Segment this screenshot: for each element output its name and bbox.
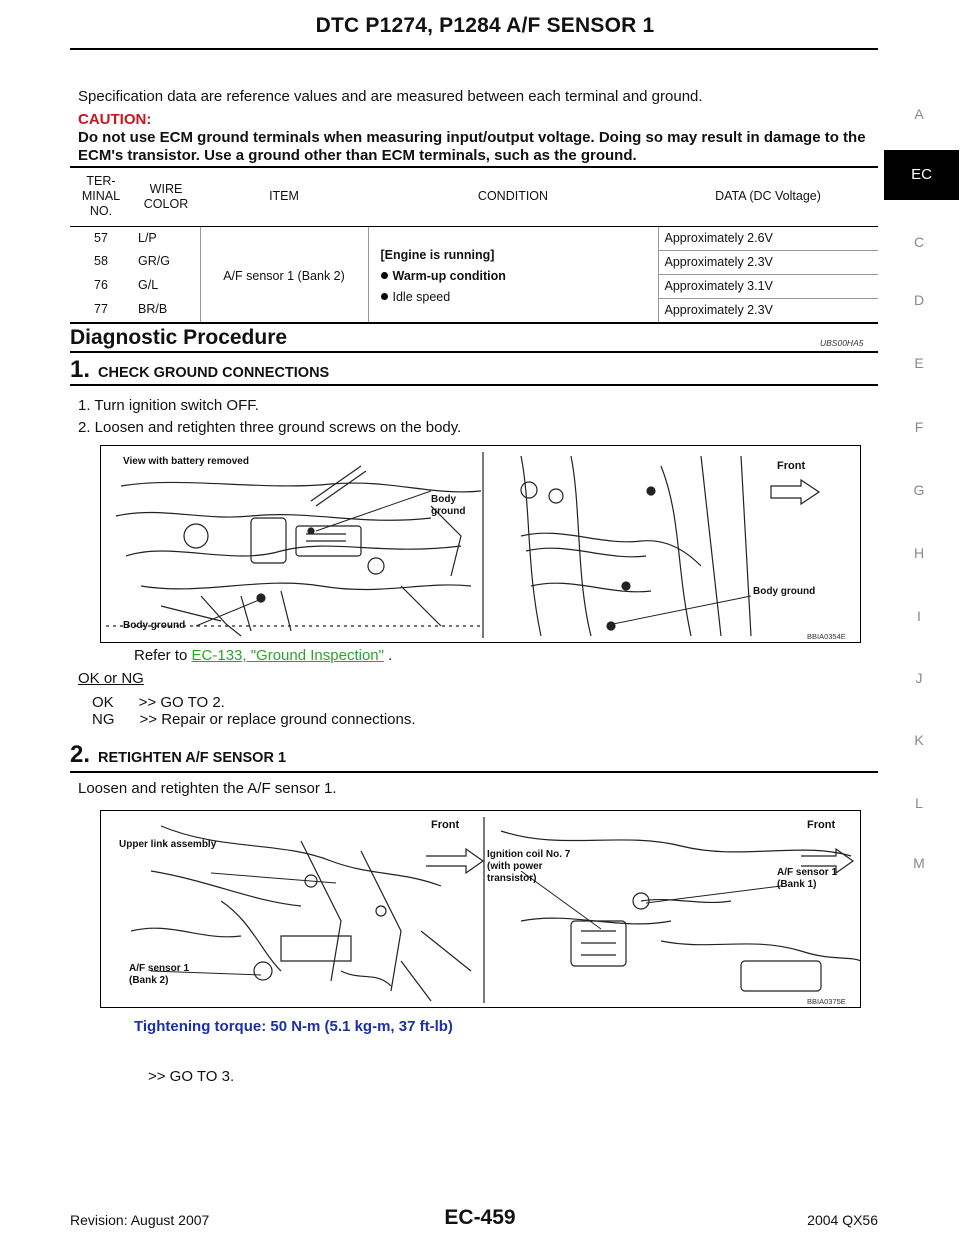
cell-wire: L/P	[138, 230, 157, 245]
step-title: CHECK GROUND CONNECTIONS	[98, 365, 330, 381]
condition-bullet-1: Warm-up condition	[381, 266, 652, 287]
cell-data: Approximately 2.6V	[658, 226, 878, 250]
side-index-g[interactable]: G	[913, 482, 925, 498]
spec-note: Specification data are reference values and are measured between each terminal and ground.	[78, 88, 703, 105]
refer-line: Refer to EC-133, "Ground Inspection" .	[134, 647, 393, 664]
condition-title: [Engine is running]	[380, 247, 495, 262]
figure-code: BBIA0354E	[807, 632, 846, 641]
step-title: RETIGHTEN A/F SENSOR 1	[98, 750, 287, 766]
cell-terminal: 76	[94, 278, 108, 292]
condition-bullet-2: Idle speed	[381, 287, 652, 308]
step-number: 1	[70, 356, 84, 383]
step-2-line-1: Loosen and retighten the A/F sensor 1.	[78, 780, 337, 797]
ng-branch: NG >> Repair or replace ground connections.	[92, 711, 416, 728]
step-1-heading: 1 . CHECK GROUND CONNECTIONS	[70, 356, 330, 383]
section-rule	[70, 351, 878, 353]
label-front: Front	[777, 460, 806, 472]
cell-wire: GR/G	[138, 254, 170, 268]
section-code: UBS00HA5	[820, 338, 864, 348]
col-header-condition: CONDITION	[368, 168, 658, 226]
side-index-i[interactable]: I	[917, 608, 921, 624]
ok-ng-label: OK or NG	[78, 670, 144, 687]
footer-page-number: EC-459	[444, 1206, 516, 1229]
step-1-line-2: 2. Loosen and retighten three ground screws on the body.	[78, 419, 462, 436]
label-front: Front	[431, 819, 460, 831]
cell-terminal: 58	[94, 254, 108, 268]
caution-text: Do not use ECM ground terminals when measuring input/output voltage. Doing so may result in damage to the ECM's transistor. Use a ground other than ECM terminals, such as the ground.	[78, 129, 866, 164]
side-index-h[interactable]: H	[913, 545, 925, 561]
side-index-c[interactable]: C	[913, 234, 925, 250]
label-body-ground: Body ground	[753, 586, 816, 597]
step-2-heading: 2 . RETIGHTEN A/F SENSOR 1	[70, 741, 287, 768]
side-index-m[interactable]: M	[913, 855, 925, 871]
side-index-f[interactable]: F	[914, 419, 924, 435]
tightening-torque: Tightening torque: 50 N-m (5.1 kg-m, 37 ft-lb)	[134, 1018, 453, 1035]
side-index-j[interactable]: J	[915, 670, 923, 686]
page-header	[0, 14, 960, 38]
label-body-ground: Body ground	[123, 620, 186, 631]
label-front: Front	[807, 819, 836, 831]
figure-code: BBIA0375E	[807, 997, 846, 1006]
caution-label: CAUTION:	[78, 111, 152, 128]
ground-screws-illustration	[101, 446, 861, 643]
cell-item: A/F sensor 1 (Bank 2)	[200, 226, 368, 322]
label-af-sensor-bank-2: A/F sensor 1 (Bank 2)	[129, 963, 190, 986]
ground-screws-figure	[100, 445, 861, 643]
cell-data: Approximately 2.3V	[664, 302, 773, 317]
label-view-battery-removed: View with battery removed	[123, 456, 249, 467]
col-header-wire: WIRE COLOR	[132, 168, 200, 226]
label-af-sensor-bank-1: A/F sensor 1 (Bank 1)	[777, 867, 838, 890]
step-number: 2	[70, 741, 84, 768]
cell-terminal: 57	[94, 230, 108, 245]
cell-condition	[368, 226, 658, 322]
footer-model: 2004 QX56	[807, 1212, 878, 1228]
side-index-d[interactable]: D	[913, 292, 925, 308]
footer-revision: Revision: August 2007	[70, 1212, 210, 1228]
cell-wire: BR/B	[138, 302, 168, 316]
col-header-data: DATA (DC Voltage)	[658, 168, 878, 226]
step-rule	[70, 384, 878, 386]
label-body-ground: Body ground	[431, 494, 466, 517]
cell-terminal: 77	[94, 302, 108, 316]
side-index-e[interactable]: E	[914, 355, 924, 371]
page-title: DTC P1274, P1284 A/F SENSOR 1	[315, 14, 655, 37]
section-title: Diagnostic Procedure	[70, 326, 288, 349]
label-ignition-coil: Ignition coil No. 7 (with power transistor)	[487, 849, 571, 884]
bullet-icon	[381, 272, 388, 279]
header-rule	[70, 48, 878, 50]
ok-branch: OK >> GO TO 2.	[92, 694, 225, 711]
side-index-l[interactable]: L	[915, 795, 923, 811]
label-upper-link-assembly: Upper link assembly	[119, 839, 217, 850]
table-row	[70, 226, 878, 250]
col-header-terminal: TER- MINAL NO.	[70, 168, 132, 226]
step-rule	[70, 771, 878, 773]
ground-inspection-link[interactable]: EC-133, "Ground Inspection"	[191, 647, 384, 664]
cell-data: Approximately 2.3V	[658, 250, 878, 274]
terminal-spec-table	[70, 166, 878, 324]
goto-step-3: >> GO TO 3.	[148, 1068, 235, 1085]
cell-wire: G/L	[138, 278, 159, 292]
step-1-line-1: 1. Turn ignition switch OFF.	[78, 397, 259, 414]
side-index-k[interactable]: K	[914, 732, 924, 748]
col-header-item: ITEM	[200, 168, 368, 226]
side-index-a[interactable]: A	[914, 106, 924, 122]
side-index-ec-active[interactable]: EC	[884, 150, 959, 200]
af-sensor-figure	[100, 810, 861, 1008]
cell-data: Approximately 3.1V	[658, 274, 878, 298]
bullet-icon	[381, 293, 388, 300]
